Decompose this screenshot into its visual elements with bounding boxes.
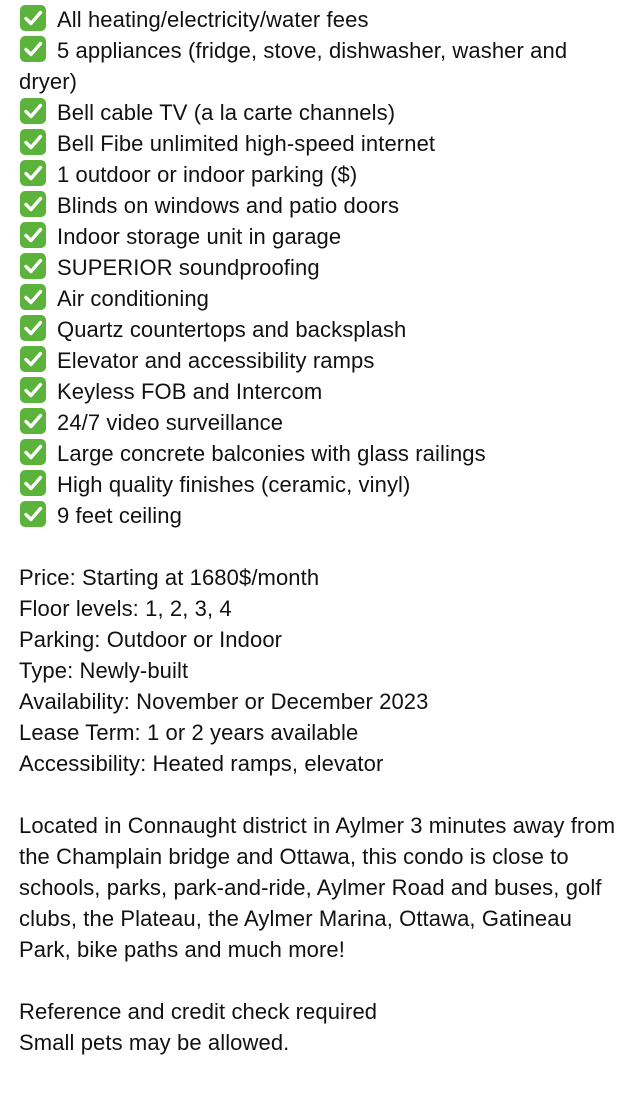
detail-lease-term: Lease Term: 1 or 2 years available [19, 720, 359, 745]
detail-parking: Parking: Outdoor or Indoor [19, 627, 283, 652]
check-mark-button-icon [19, 376, 47, 404]
pets-note: Small pets may be allowed. [19, 1030, 290, 1055]
amenity-item: Air conditioning [19, 283, 620, 314]
amenity-item: Bell Fibe unlimited high-speed internet [19, 128, 620, 159]
amenity-item: All heating/electricity/water fees [19, 4, 620, 35]
check-mark-button-icon [19, 469, 47, 497]
amenity-item: Bell cable TV (a la carte channels) [19, 97, 620, 128]
check-mark-button-icon [19, 345, 47, 373]
check-mark-button-icon [19, 128, 47, 156]
amenity-item: Quartz countertops and backsplash [19, 314, 620, 345]
amenity-item: 5 appliances (fridge, stove, dishwasher, washer and dryer) [19, 35, 620, 97]
location-description: Located in Connaught district in Aylmer 3 minutes away from the Champlain bridge and Ottawa, this condo is close to schools, parks, park-and-ride, Aylmer Road and buses, golf clubs, the Plateau, the Aylmer Marina, Ottawa, Gatineau Park, bike paths and much more! [19, 813, 616, 962]
detail-floor-levels: Floor levels: 1, 2, 3, 4 [19, 596, 232, 621]
amenity-item: Keyless FOB and Intercom [19, 376, 620, 407]
check-mark-button-icon [19, 4, 47, 32]
check-mark-button-icon [19, 500, 47, 528]
check-mark-button-icon [19, 159, 47, 187]
spacer [19, 965, 620, 996]
amenities-list [19, 4, 620, 531]
check-mark-button-icon [19, 283, 47, 311]
detail-availability: Availability: November or December 2023 [19, 689, 429, 714]
check-mark-button-icon [19, 190, 47, 218]
amenity-item: Indoor storage unit in garage [19, 221, 620, 252]
amenity-item: 1 outdoor or indoor parking ($) [19, 159, 620, 190]
details-list [19, 562, 620, 779]
detail-accessibility: Accessibility: Heated ramps, elevator [19, 751, 384, 776]
amenity-item: Large concrete balconies with glass railings [19, 438, 620, 469]
amenity-item: 9 feet ceiling [19, 500, 620, 531]
amenity-item: Elevator and accessibility ramps [19, 345, 620, 376]
amenity-item: SUPERIOR soundproofing [19, 252, 620, 283]
detail-type: Type: Newly-built [19, 658, 189, 683]
check-mark-button-icon [19, 252, 47, 280]
detail-price: Price: Starting at 1680$/month [19, 565, 320, 590]
amenity-item: Blinds on windows and patio doors [19, 190, 620, 221]
check-mark-button-icon [19, 35, 47, 63]
check-mark-button-icon [19, 438, 47, 466]
amenity-item: 24/7 video surveillance [19, 407, 620, 438]
check-mark-button-icon [19, 407, 47, 435]
spacer [19, 531, 620, 562]
footer-notes [19, 996, 620, 1058]
reference-note: Reference and credit check required [19, 999, 378, 1024]
check-mark-button-icon [19, 97, 47, 125]
check-mark-button-icon [19, 314, 47, 342]
check-mark-button-icon [19, 221, 47, 249]
spacer [19, 779, 620, 810]
amenity-item: High quality finishes (ceramic, vinyl) [19, 469, 620, 500]
